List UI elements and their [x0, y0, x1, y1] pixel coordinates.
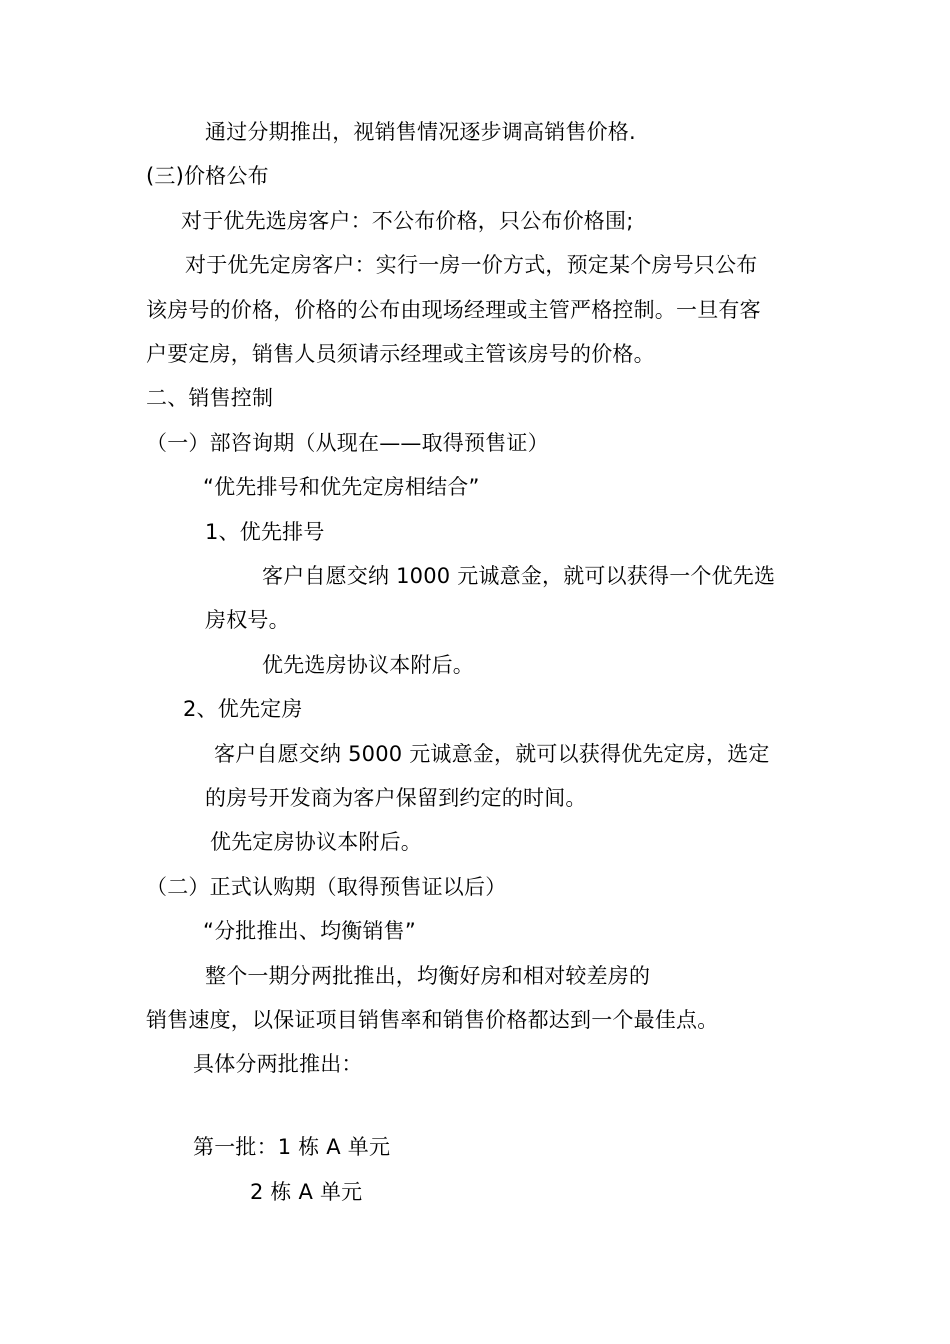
list-line: 第一批：1 栋 A 单元: [193, 1135, 391, 1159]
text-line: 客户自愿交纳 5000 元诚意金，就可以获得优先定房，选定: [214, 742, 770, 766]
text-line: 对于优先选房客户：不公布价格，只公布价格围;: [181, 209, 634, 233]
text-line: 对于优先定房客户：实行一房一价方式，预定某个房号只公布: [185, 253, 758, 277]
text-line: 具体分两批推出：: [193, 1052, 363, 1076]
text-line: 优先定房协议本附后。: [210, 830, 422, 854]
text-line: 户要定房，销售人员须请示经理或主管该房号的价格。: [146, 342, 655, 366]
subsection-heading: （二）正式认购期（取得预售证以后）: [146, 875, 507, 899]
section-heading: 二、销售控制: [146, 386, 274, 410]
quote-line: “优先排号和优先定房相结合”: [203, 475, 480, 499]
text-line: 优先选房协议本附后。: [262, 653, 474, 677]
text-line: 客户自愿交纳 1000 元诚意金，就可以获得一个优先选: [262, 564, 776, 588]
text-line: 通过分期推出，视销售情况逐步调高销售价格.: [205, 120, 636, 144]
section-heading: (三)价格公布: [146, 164, 269, 188]
list-line: 2 栋 A 单元: [250, 1180, 363, 1204]
item-heading: 1、优先排号: [205, 520, 325, 544]
subsection-heading: （一）部咨询期（从现在——取得预售证）: [146, 431, 549, 455]
text-line: 销售速度，以保证项目销售率和销售价格都达到一个最佳点。: [146, 1008, 719, 1032]
text-line: 的房号开发商为客户保留到约定的时间。: [205, 786, 587, 810]
text-line: 整个一期分两批推出，均衡好房和相对较差房的: [205, 964, 651, 988]
text-line: 房权号。: [205, 608, 290, 632]
quote-line: “分批推出、均衡销售”: [203, 919, 416, 943]
item-heading: 2、优先定房: [183, 697, 303, 721]
text-line: 该房号的价格，价格的公布由现场经理或主管严格控制。一旦有客: [146, 298, 761, 322]
